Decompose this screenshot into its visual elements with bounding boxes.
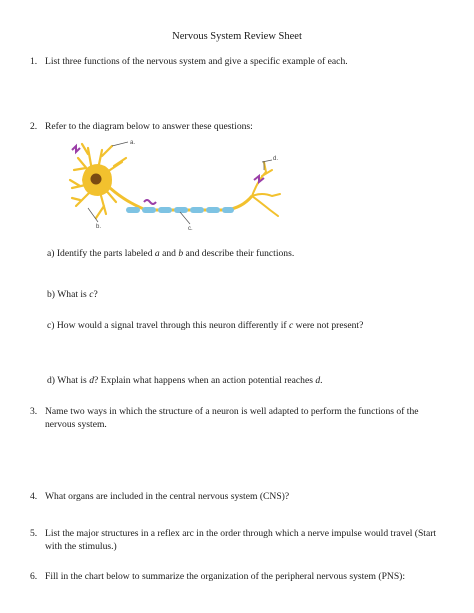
question-number: 3.	[30, 406, 38, 417]
variable: b	[178, 248, 184, 259]
variable: d	[315, 375, 321, 386]
nucleus	[91, 174, 102, 185]
axon	[110, 188, 252, 210]
question-text: List three functions of the nervous system and give a specific example of each.	[45, 56, 348, 67]
question-number: 5.	[30, 528, 38, 539]
label-d: d.	[273, 156, 279, 162]
subquestion-d	[47, 375, 447, 388]
page-title: Nervous System Review Sheet	[172, 31, 302, 42]
subquestion-b	[47, 289, 447, 302]
question-text: Refer to the diagram below to answer these questions:	[45, 121, 253, 132]
axon-terminals	[252, 162, 280, 216]
subquestion-text: were not present?	[293, 320, 364, 331]
subquestion-c	[47, 320, 447, 333]
label-c: c.	[188, 226, 193, 232]
subquestion-text: ?	[93, 289, 98, 300]
question-text: Name two ways in which the structure of a neuron is well adapted to perform the functions of the nervous system.	[45, 406, 419, 430]
label-b: b.	[96, 224, 102, 230]
subquestion-text: d) What is	[47, 375, 90, 386]
subquestion-text: c) How would a signal travel through this neuron differently if	[47, 320, 290, 331]
subquestion-text: and	[159, 248, 179, 259]
question-text: List the major structures in a reflex arc in the order through which a nerve impulse would travel (Start with the stimulus.)	[45, 528, 437, 552]
question-number: 6.	[30, 571, 38, 582]
question-text: What organs are included in the central nervous system (CNS)?	[45, 491, 290, 502]
question-number: 2.	[30, 121, 38, 132]
label-a: a.	[130, 140, 136, 146]
subquestion-text: .	[320, 375, 323, 386]
variable: d	[89, 375, 94, 386]
variable: c	[89, 289, 94, 300]
variable: a	[154, 248, 160, 259]
subquestion-text: and describe their functions.	[183, 248, 295, 259]
neuron-diagram	[66, 136, 286, 232]
question-number: 4.	[30, 491, 38, 502]
subquestion-text: a) Identify the parts labeled	[47, 248, 155, 259]
subquestion-a	[47, 248, 447, 261]
subquestion-text: ? Explain what happens when an action potential reaches	[94, 375, 316, 386]
variable: c	[289, 320, 294, 331]
question-text: Fill in the chart below to summarize the organization of the peripheral nervous system (PNS):	[45, 571, 406, 582]
subquestion-text: b) What is	[47, 289, 90, 300]
question-number: 1.	[30, 56, 38, 67]
